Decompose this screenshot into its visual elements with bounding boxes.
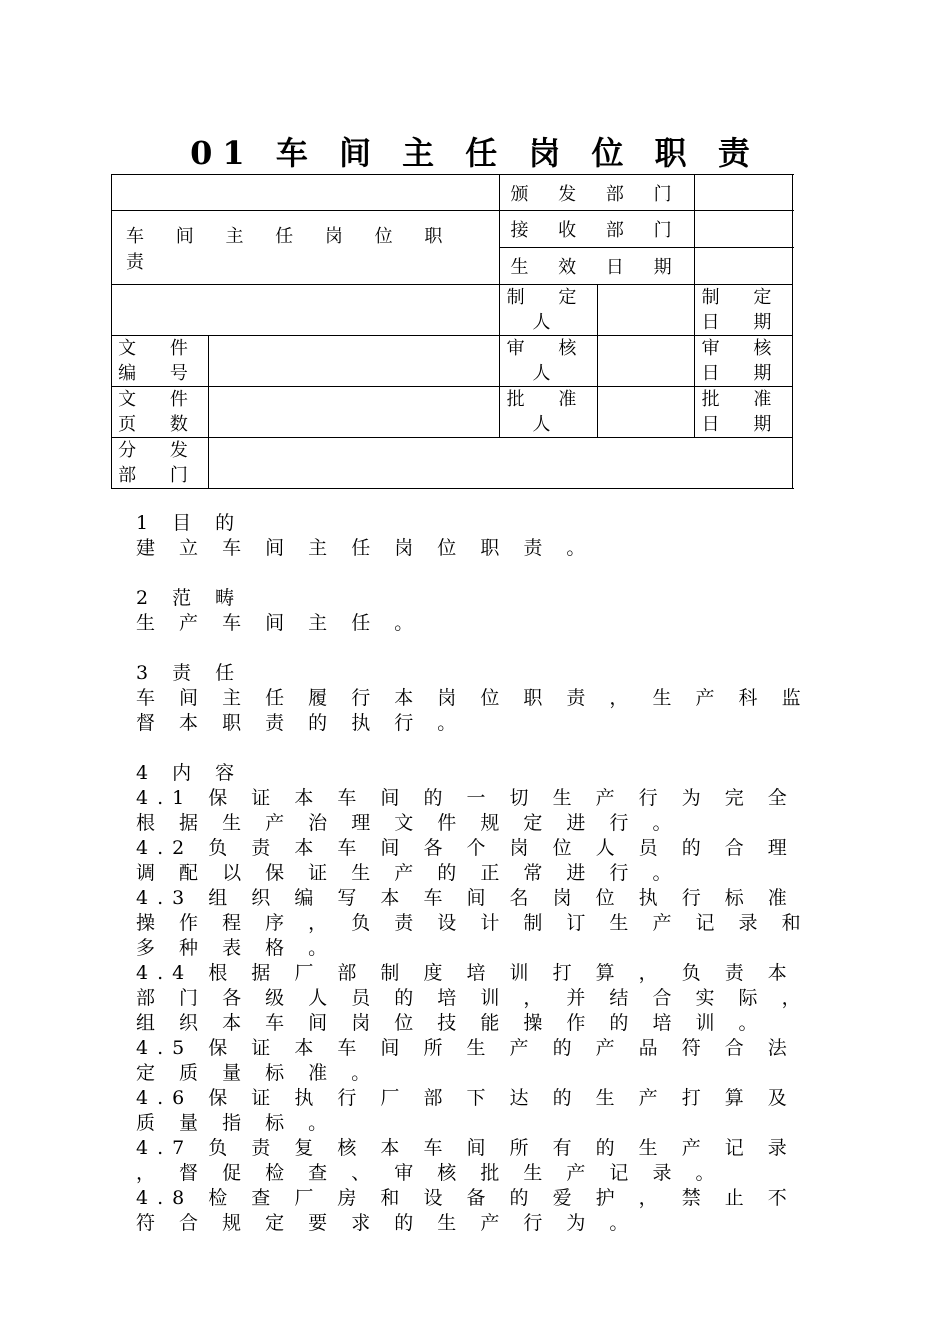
effective-date-value xyxy=(695,248,793,285)
approver-value xyxy=(598,387,695,438)
draft-date-label: 制 定 日 期 xyxy=(695,285,793,336)
document-body xyxy=(122,511,822,1236)
blank-cell xyxy=(112,175,500,211)
content-item: 4.3 组 织 编 写 本 车 间 名 岗 位 执 行 标 准 操 作 程 序 ， 负 责 设 计 制 订 生 产 记 录 和 多 种 表 格 。 xyxy=(136,887,810,959)
receive-dept-value xyxy=(695,211,793,248)
section-2-heading: 2 范 畴 xyxy=(136,587,244,609)
content-item: 4.2 负 责 本 车 间 各 个 岗 位 人 员 的 合 理 调 配 以 保 证 生 产 的 正 常 进 行 。 xyxy=(136,837,796,884)
dist-dept-value xyxy=(209,438,793,489)
content-item: 4.7 负 责 复 核 本 车 间 所 有 的 生 产 记 录 ， 督 促 检 查 、 审 核 批 生 产 记 录 。 xyxy=(136,1137,796,1184)
section-1-heading: 1 目 的 xyxy=(136,512,244,534)
drafter-value xyxy=(598,285,695,336)
section-1-text: 建 立 车 间 主 任 岗 位 职 责 。 xyxy=(136,537,595,559)
dist-dept-label: 分 发 部 门 xyxy=(112,438,209,489)
issue-dept-value xyxy=(695,175,793,211)
page-title: 01 车 间 主 任 岗 位 职 责 xyxy=(190,134,760,172)
document-info-table xyxy=(111,174,793,489)
reviewer-value xyxy=(598,336,695,387)
section-2-text: 生 产 车 间 主 任 。 xyxy=(136,612,423,634)
content-item: 4.5 保 证 本 车 间 所 生 产 的 产 品 符 合 法 定 质 量 标 准 。 xyxy=(136,1037,796,1084)
receive-dept-label: 接 收 部 门 xyxy=(500,211,695,248)
page-count-value xyxy=(209,387,500,438)
content-item: 4.1 保 证 本 车 间 的 一 切 生 产 行 为 完 全 根 据 生 产 治 理 文 件 规 定 进 行 。 xyxy=(136,787,796,834)
approver-label: 批 准 人 xyxy=(500,387,598,438)
content-item: 4.8 检 查 厂 房 和 设 备 的 爱 护 ， 禁 止 不 符 合 规 定 要 求 的 生 产 行 为 。 xyxy=(136,1187,796,1234)
file-no-value xyxy=(209,336,500,387)
blank-cell xyxy=(112,285,500,336)
approve-date-label: 批 准 日 期 xyxy=(695,387,793,438)
issue-dept-label: 颁 发 部 门 xyxy=(500,175,695,211)
drafter-label: 制 定 人 xyxy=(500,285,598,336)
section-3-text: 车 间 主 任 履 行 本 岗 位 职 责 ， 生 产 科 监 督 本 职 责 的 执 行 。 xyxy=(136,687,810,734)
effective-date-label: 生 效 日 期 xyxy=(500,248,695,285)
content-item: 4.4 根 据 厂 部 制 度 培 训 打 算 ， 负 责 本 部 门 各 级 人 员 的 培 训 ， 并 结 合 实 际 ， 组 织 本 车 间 岗 位 技 能 操 作 的 培 训 。 xyxy=(136,962,810,1034)
page-count-label: 文 件 页 数 xyxy=(112,387,209,438)
review-date-label: 审 核 日 期 xyxy=(695,336,793,387)
content-item: 4.6 保 证 执 行 厂 部 下 达 的 生 产 打 算 及 质 量 指 标 。 xyxy=(136,1087,796,1134)
file-no-label: 文 件 编 号 xyxy=(112,336,209,387)
section-4-heading: 4 内 容 xyxy=(136,762,244,784)
section-3-heading: 3 责 任 xyxy=(136,662,244,684)
reviewer-label: 审 核 人 xyxy=(500,336,598,387)
document-name: 车 间 主 任 岗 位 职 责 xyxy=(112,211,500,285)
